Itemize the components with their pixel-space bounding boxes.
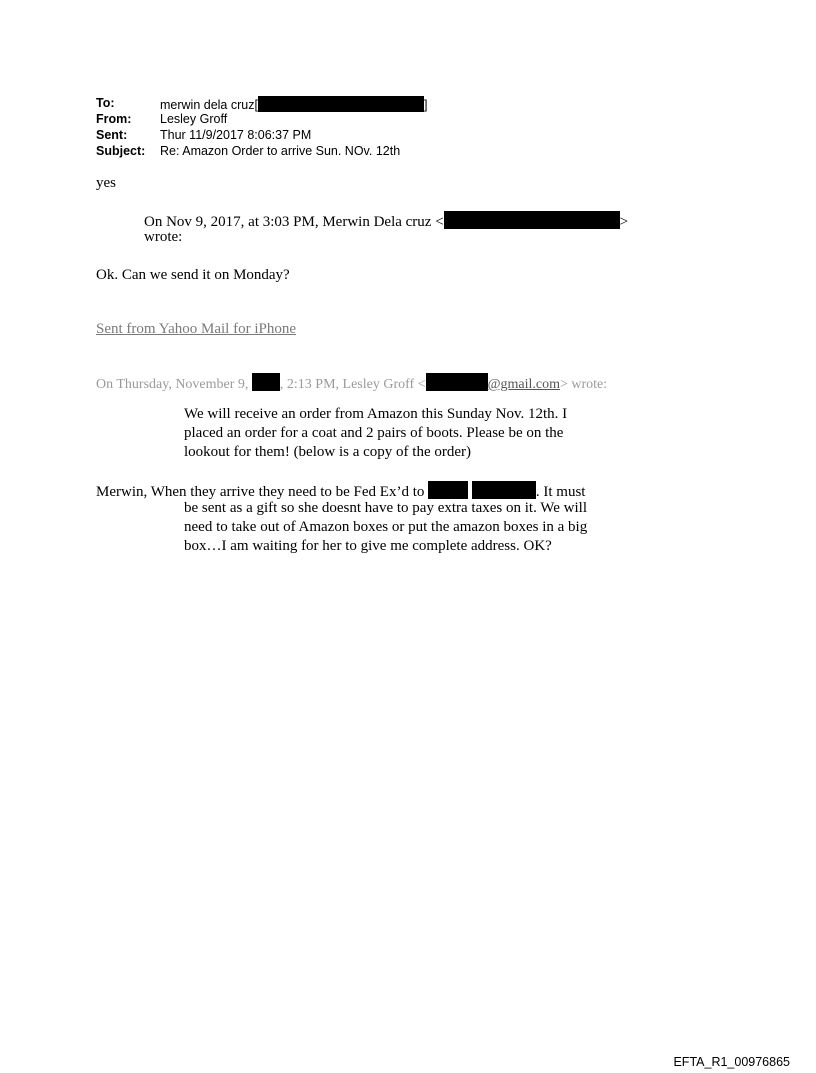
- original-p2-prefix: Merwin, When they arrive they need to be Fed Ex’d to: [96, 484, 425, 500]
- redaction-block: [426, 373, 488, 391]
- quote2-middle: , 2:13 PM, Lesley Groff <: [279, 377, 426, 392]
- original-p1-line3: lookout for them! (below is a copy of the order): [184, 444, 471, 460]
- sent-value: Thur 11/9/2017 8:06:37 PM: [160, 128, 312, 142]
- redaction-block: [258, 96, 424, 112]
- document-id: EFTA_R1_00976865: [673, 1055, 790, 1069]
- original-p2-suffix: . It must: [535, 484, 586, 500]
- subject-value: Re: Amazon Order to arrive Sun. NOv. 12th: [160, 144, 401, 158]
- quote2-suffix: > wrote:: [560, 377, 608, 392]
- redaction-block: [472, 481, 536, 499]
- quote1-line2: wrote:: [144, 229, 183, 245]
- quote2-email-link[interactable]: @gmail.com: [487, 377, 560, 392]
- reply-text: yes: [96, 175, 116, 191]
- to-value: [160, 96, 427, 112]
- redaction-block: [252, 373, 280, 391]
- original-p2-line3: need to take out of Amazon boxes or put the amazon boxes in a big: [184, 519, 588, 535]
- to-label: To:: [96, 96, 115, 110]
- quote1-prefix: On Nov 9, 2017, at 3:03 PM, Merwin Dela cruz <: [144, 214, 444, 230]
- signature-link[interactable]: Sent from Yahoo Mail for iPhone: [96, 321, 296, 337]
- quote1-line1: [144, 211, 628, 231]
- sent-label: Sent:: [96, 128, 128, 142]
- original-p2-line2: be sent as a gift so she doesnt have to pay extra taxes on it. We will: [184, 500, 588, 516]
- original-p2-line1: [96, 481, 585, 501]
- quote2-prefix: On Thursday, November 9,: [96, 377, 249, 392]
- quote1-suffix: >: [619, 214, 629, 230]
- original-p1-line1: We will receive an order from Amazon this Sunday Nov. 12th. I: [184, 406, 568, 422]
- to-close-bracket: ]: [423, 98, 428, 112]
- message-text: Ok. Can we send it on Monday?: [96, 267, 290, 283]
- to-recipient: merwin dela cruz[: [160, 98, 258, 112]
- redaction-block: [444, 211, 620, 229]
- from-value: Lesley Groff: [160, 112, 228, 126]
- original-p2-line4: box…I am waiting for her to give me complete address. OK?: [184, 538, 552, 554]
- from-label: From:: [96, 112, 132, 126]
- subject-label: Subject:: [96, 144, 146, 158]
- redaction-block: [428, 481, 468, 499]
- original-p1-line2: placed an order for a coat and 2 pairs of boots. Please be on the: [184, 425, 564, 441]
- quote2-line: [96, 373, 607, 393]
